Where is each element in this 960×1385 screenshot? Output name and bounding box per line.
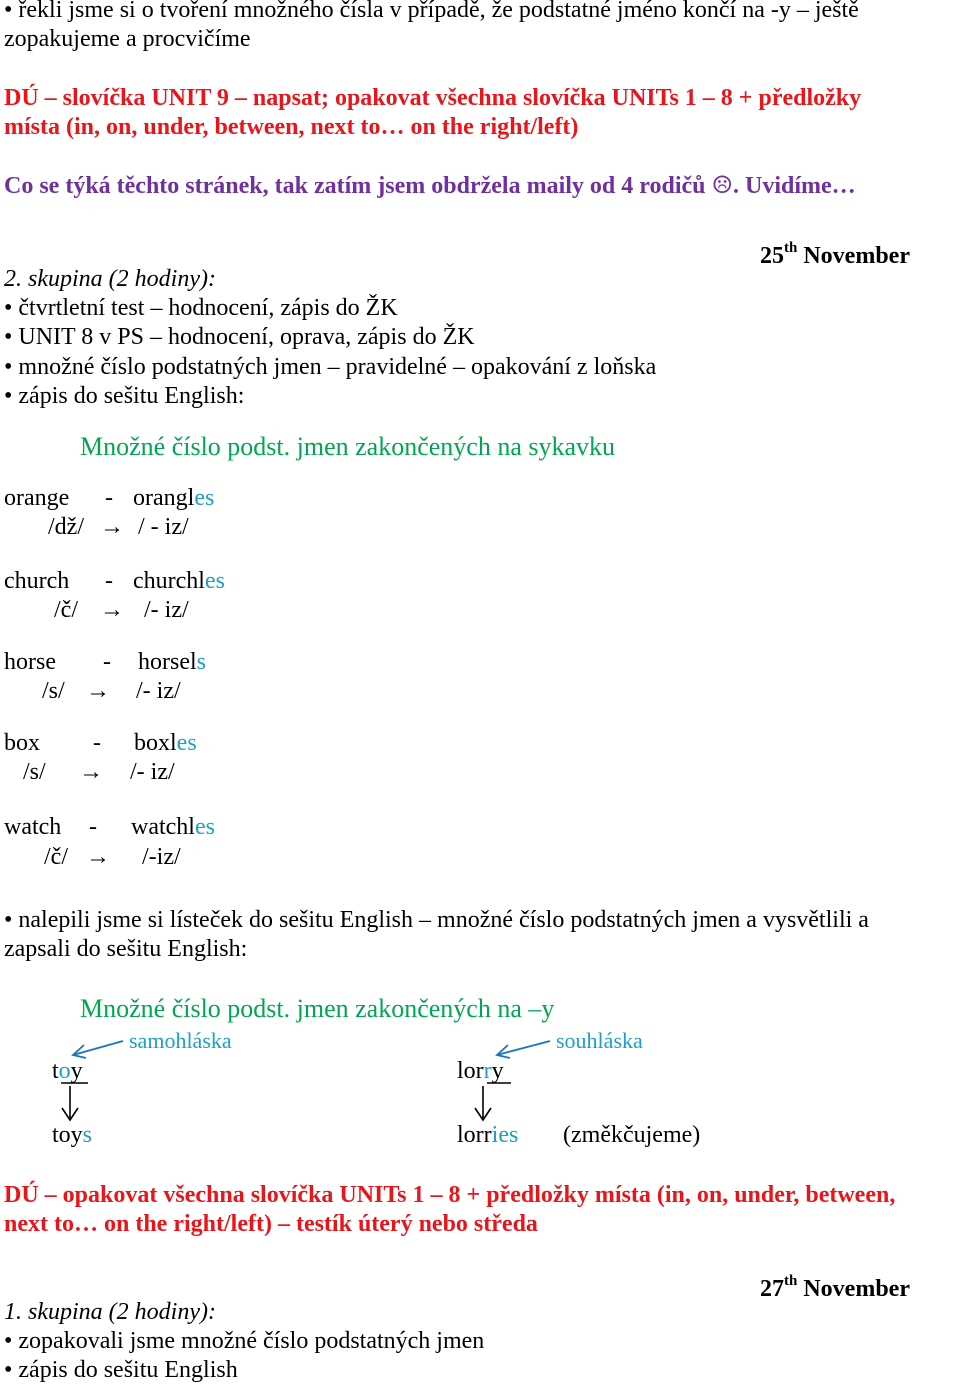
singular-word: box <box>4 730 40 756</box>
dash: - <box>89 814 97 840</box>
arrow: → <box>100 597 124 623</box>
dash: - <box>105 568 113 594</box>
arrow: → <box>100 514 124 540</box>
parents-notice: Co se týká těchto stránek, tak zatím jsem obdržela maily od 4 rodičů ☹. Uvidíme… <box>4 173 856 199</box>
vowel-label: samohláska <box>129 1028 232 1053</box>
plural-pronunciation: /- iz/ <box>130 759 175 785</box>
date-heading: 25th November <box>760 240 910 269</box>
bullet-item: • UNIT 8 v PS – hodnocení, oprava, zápis do ŽK <box>4 324 475 350</box>
plural-word: watchles <box>131 814 215 840</box>
sticker-note-line-1: • nalepili jsme si lísteček do sešitu English – množné číslo podstatných jmen a vysvětlili a <box>4 907 869 933</box>
homework2-line-1: DÚ – opakovat všechna slovíčka UNITs 1 – 8 + předložky místa (in, on, under, between, <box>4 1182 896 1208</box>
bullet-item: • zápis do sešitu English <box>4 1357 238 1383</box>
plural-word: orangles <box>133 485 215 511</box>
date-heading: 27th November <box>760 1273 910 1302</box>
bullet-item: • množné číslo podstatných jmen – pravidelné – opakování z loňska <box>4 354 657 380</box>
plural-word: horsels <box>138 649 206 675</box>
homework2-line-2: next to… on the right/left) – testík úterý nebo středa <box>4 1211 538 1237</box>
example-lorries: lorries <box>457 1122 519 1148</box>
group-heading: 1. skupina (2 hodiny): <box>4 1299 216 1325</box>
intro-line-2: zopakujeme a procvičíme <box>4 26 251 52</box>
plural-word: boxles <box>134 730 197 756</box>
intro-line-1: • řekli jsme si o tvoření množného čísla v případě, že podstatné jméno končí na -y – ještě <box>4 0 859 23</box>
bullet-item: • zopakovali jsme množné číslo podstatných jmen <box>4 1328 485 1354</box>
example-toys: toys <box>52 1122 93 1148</box>
homework-line-2: místa (in, on, under, between, next to… on the right/left) <box>4 114 579 140</box>
pronunciation: /dž/ <box>48 514 84 540</box>
pronunciation: /s/ <box>23 759 46 785</box>
group-heading: 2. skupina (2 hodiny): <box>4 266 216 292</box>
softening-note: (změkčujeme) <box>563 1122 701 1148</box>
plural-pronunciation: / - iz/ <box>138 514 189 540</box>
plural-pronunciation: /- iz/ <box>136 678 181 704</box>
homework-line-1: DÚ – slovíčka UNIT 9 – napsat; opakovat všechna slovíčka UNITs 1 – 8 + předložky <box>4 85 862 111</box>
singular-word: watch <box>4 814 62 840</box>
dash: - <box>105 485 113 511</box>
arrow: → <box>86 678 110 704</box>
bullet-item: • zápis do sešitu English: <box>4 383 245 409</box>
pronunciation: /č/ <box>44 844 68 870</box>
bullet-item: • čtvrtletní test – hodnocení, zápis do ŽK <box>4 295 398 321</box>
sticker-note-line-2: zapsali do sešitu English: <box>4 936 248 962</box>
example-lorry: lorry <box>457 1058 504 1084</box>
pronunciation: /s/ <box>42 678 65 704</box>
dash: - <box>93 730 101 756</box>
sibilant-title: Množné číslo podst. jmen zakončených na sykavku <box>80 432 616 461</box>
singular-word: church <box>4 568 70 594</box>
plural-pronunciation: /- iz/ <box>144 597 189 623</box>
arrow: → <box>86 844 110 870</box>
plural-pronunciation: /-iz/ <box>142 844 181 870</box>
arrow: → <box>79 759 103 785</box>
example-toy: toy <box>52 1058 83 1084</box>
pronunciation: /č/ <box>54 597 78 623</box>
ending-y-title: Množné číslo podst. jmen zakončených na –y <box>80 994 555 1023</box>
consonant-label: souhláska <box>556 1028 643 1053</box>
plural-word: churchles <box>133 568 225 594</box>
dash: - <box>103 649 111 675</box>
singular-word: horse <box>4 649 56 675</box>
singular-word: orange <box>4 485 70 511</box>
